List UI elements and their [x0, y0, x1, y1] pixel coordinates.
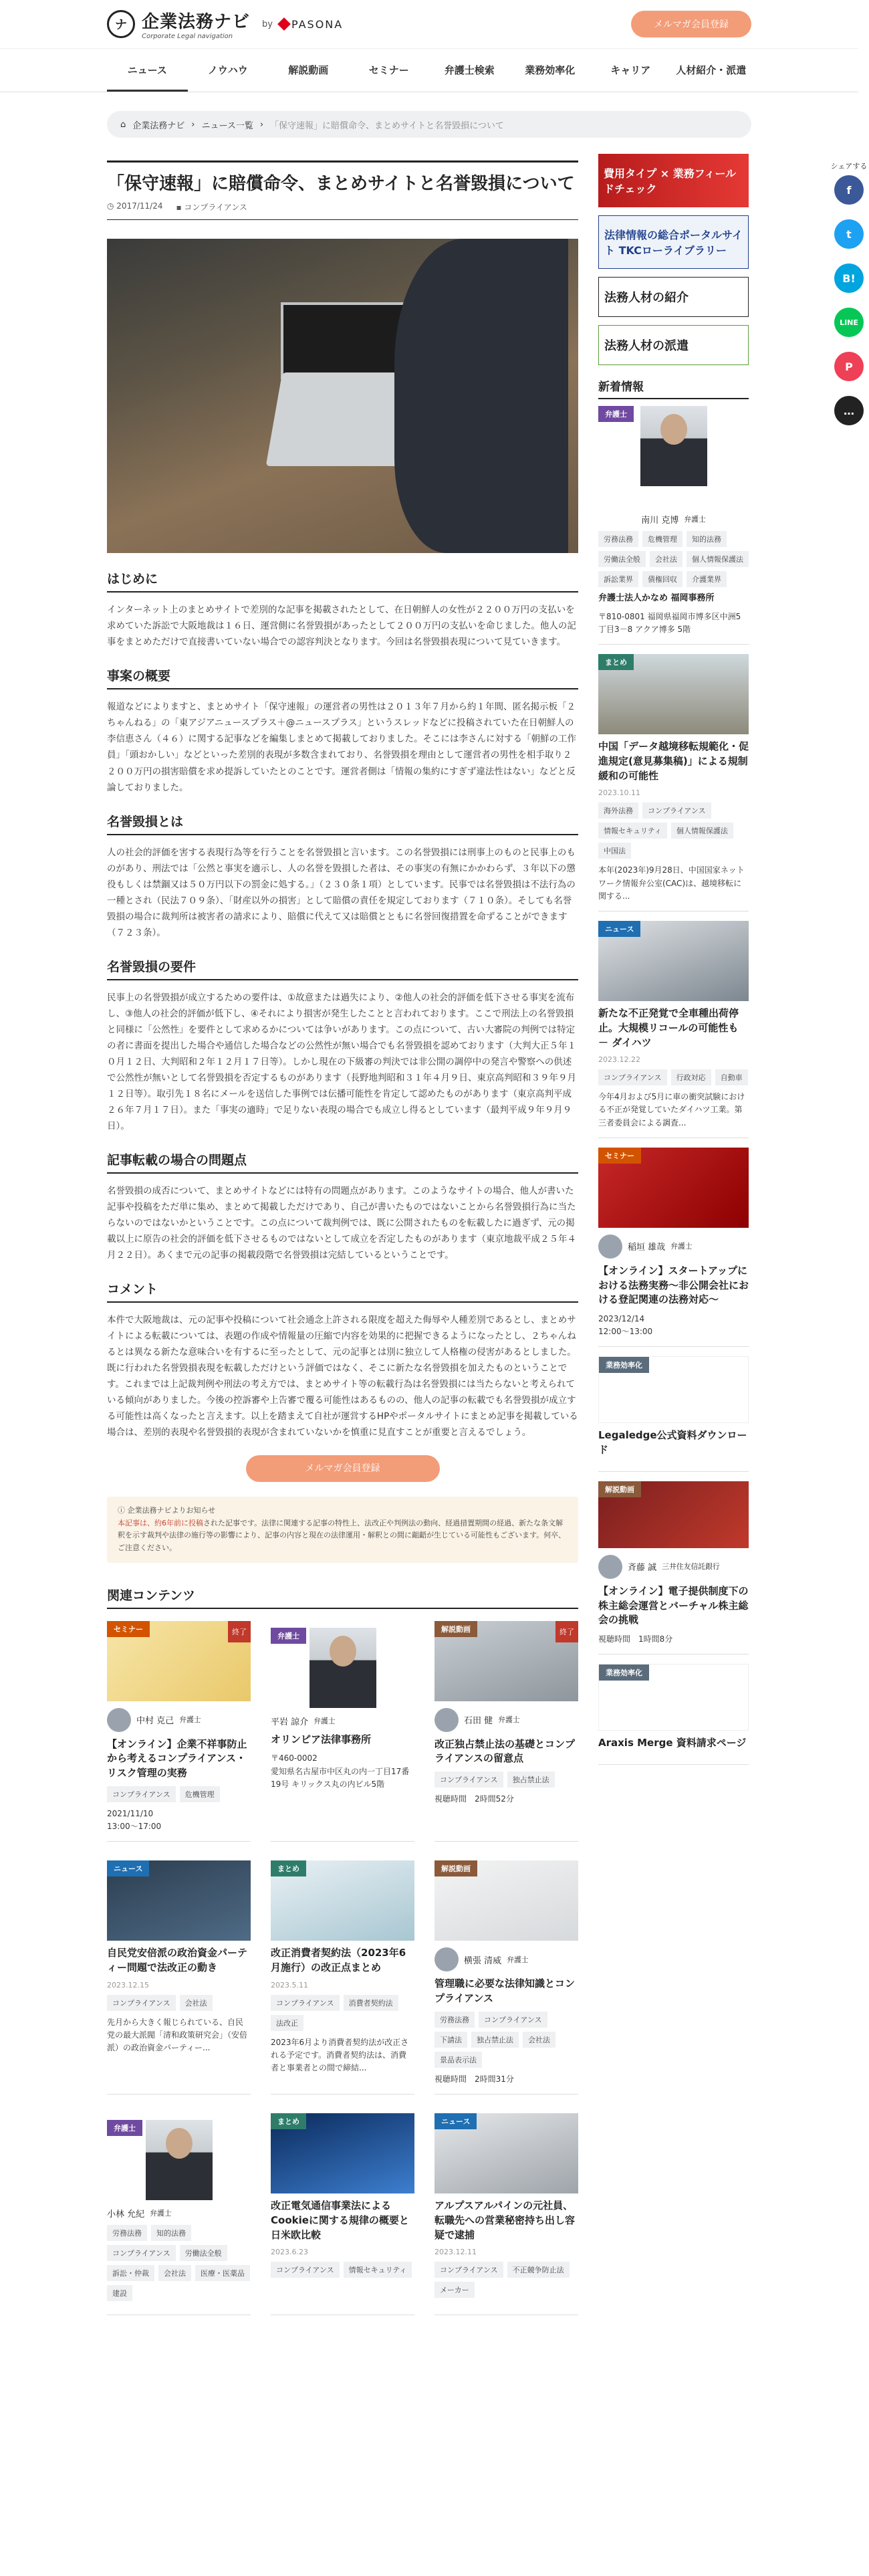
card-thumbnail [271, 1860, 414, 1941]
mail-register-cta[interactable]: メルマガ会員登録 [246, 1455, 440, 1482]
notice-box [107, 1497, 578, 1563]
tag[interactable]: 景品表示法 [434, 2052, 482, 2068]
speaker-name: 南川 克博 [641, 516, 679, 526]
card-speaker [271, 1715, 414, 1727]
related-card[interactable] [434, 1860, 578, 2095]
sidebar-card[interactable] [598, 654, 749, 911]
tag[interactable]: 危機管理 [180, 1786, 220, 1802]
speaker-name: 小林 允紀 [107, 2210, 145, 2220]
related-grid [107, 1621, 578, 2315]
card-badge: 業務効率化 [599, 1665, 649, 1681]
sidebar-card[interactable] [598, 1148, 749, 1348]
section-heading: はじめに [107, 569, 578, 593]
avatar [598, 1555, 622, 1579]
card-badge: 弁護士 [107, 2120, 142, 2136]
card-badge: 解説動画 [434, 1860, 477, 1876]
card-thumbnail [107, 1860, 251, 1941]
card-badge: 解説動画 [598, 1481, 641, 1497]
tag[interactable]: コンプライアンス [598, 1069, 667, 1085]
tag[interactable]: メーカー [434, 2282, 475, 2298]
sidebar-card[interactable] [598, 1356, 749, 1472]
section-body: 本件で大阪地裁は、元の記事や投稿について社会通念上許される限度を超えた侮辱や人種差別であるとし、まとめサイトによる転載については、表題の作成や情報量の圧縮で内容を効果的に把握できるようになったとし、２ちゃんねるとは異なる新たな意味合いを有するに至ったとして、元の記事とは別に独立して人格権の侵害があるとしました。既に行われた名誉毀損表現を転載しただけという評価ではなく、そこに新たな名誉毀損を加えたものということです。これまでは上記裁判例や刑法の考え方では、まとめサイト等の転載行為は名誉毀損には当たらないと考えられている傾向がありました。今後の控訴審や上告審で覆る可能性はあるものの、他人の記事の転載でも名誉毀損が成立する可能性は高くなったと言えます。以上を踏まえて自社が運営するHPやポータルサイトにまとめ記事を掲載している場合は、差別的表現や名誉毀損的表現が含まれていないかを慎重に見直すことが重要と言えるでしょう。 [107, 1314, 578, 1438]
sidebar-card[interactable] [598, 406, 749, 645]
card-thumbnail [434, 1621, 578, 1701]
card-title[interactable]: 中国「データ越境移転規範化・促進規定(意見募集稿)」による規制緩和の可能性 [598, 740, 749, 782]
sidebar-card[interactable] [598, 921, 749, 1138]
nav-news[interactable]: ニュース [107, 49, 188, 92]
card-date: 2023.5.11 [271, 1980, 308, 1990]
notice-body: された記事です。法律に関連する記事の特性上、法改正や判例法の動向、経過措置期間の経過、新たな条文解釈を示す裁判や法律の施行等の影響により、記事の内容と現在の法律運用・解釈との間に齟齬が生じている可能性もございます。何卒、ご注意ください。 [118, 1518, 566, 1553]
card-date: 2023.12.11 [434, 2248, 477, 2257]
card-tags [271, 1995, 414, 2031]
card-duration: 視聴時間 2時間52分 [434, 1794, 514, 1804]
speaker-role: 弁護士 [498, 1715, 520, 1725]
ended-badge: 終了 [228, 1621, 251, 1642]
card-tags [434, 2262, 578, 2298]
card-thumbnail [598, 921, 749, 1001]
avatar [434, 1708, 459, 1732]
sidebar-heading: 新着情報 [598, 377, 749, 399]
card-title[interactable]: 自民党安倍派の政治資金パーティー問題で法改正の動き [107, 1947, 248, 1974]
logo-title: 企業法務ナビ [142, 12, 251, 32]
card-badge: まとめ [271, 2113, 306, 2129]
card-thumbnail [271, 2113, 414, 2193]
tag[interactable]: 労務法務 [107, 2225, 147, 2241]
card-thumbnail [598, 1356, 749, 1423]
card-title[interactable]: 弁護士法人かなめ 福岡事務所 [598, 593, 715, 603]
section-body: 民事上の名誉毀損が成立するための要件は、①故意または過失により、②他人の社会的評価を低下させる事実を流布し、③他人の社会的評価が低下し、④それにより損害が発生したことと言われております。ここで刑法上の名誉毀損と同様に「公然性」を要件として求めるかについては争いがあります。この点について、古い大審院の判例では特定の者に書面を提出した場合や通信した場合などの公然性が無い場合でも名誉毀損を認めております（大判大正５年１０月１２日、大判昭和２年１２月１７日等）。しかし現在の下級審の判決では非公開の調停中の発言や警察への供述で公然性が無いとして名誉毀損を否定するものがあります（長野地判昭和３１年４月９日、東京高判昭和３９年９月１２日等）。取引先１８名にメールを送信した事例では伝播可能性を肯定して認めたものがあります（東京高判平成２６年７月１７日）。また「事実の適時」で足りない表現の場合でも成立し得るとしています（最判平成９年９月９日）。 [107, 992, 576, 1132]
tag[interactable]: 下請法 [434, 2032, 467, 2048]
avatar [598, 1235, 622, 1259]
card-excerpt: 本年(2023年)9月28日、中国国家ネットワーク情報弁公室(CAC)は、越境移転に関する... [598, 865, 745, 901]
card-badge: 弁護士 [271, 1628, 306, 1644]
speaker-name: 稲垣 雄哉 [628, 1243, 666, 1253]
sidebar [598, 154, 749, 1774]
speaker-role: 弁護士 [684, 515, 706, 524]
tag[interactable]: 不正競争防止法 [507, 2262, 570, 2278]
twitter-share-icon[interactable]: t [834, 219, 864, 249]
card-tags [271, 2262, 414, 2278]
card-time: 12:00〜13:00 [598, 1327, 653, 1337]
chevron-right-icon: › [191, 119, 195, 130]
related-card[interactable] [107, 1621, 251, 1842]
related-card[interactable] [434, 1621, 578, 1842]
card-speaker [434, 1708, 578, 1732]
card-title[interactable]: Araxis Merge 資料請求ページ [598, 1737, 747, 1749]
speaker-role: 弁護士 [314, 1716, 336, 1725]
card-tags [107, 1995, 251, 2011]
card-tags [598, 802, 749, 859]
speaker-role: 弁護士 [670, 1242, 693, 1251]
section-body: 名誉毀損の成否について、まとめサイトなどには特有の問題点があります。このようなサイトの場合、他人が書いた記事や投稿をただ単に集め、まとめて掲載しただけであり、自己が書いたものではないことから名誉毀損行為に当たらないのではないかということです。この点について裁判例では、既に公開されたものを転載したに過ぎず、元の掲載以上に原告の社会的評価を低下させるものではないとして成立を否定したものがあります（東京地裁平成２５年４月２２日）。あくまで元の記事の掲載段階で名誉毀損は完結しているということです。 [107, 1185, 576, 1261]
card-title[interactable]: 改正消費者契約法（2023年6月施行）の改正点まとめ [271, 1947, 406, 1974]
card-speaker [598, 1235, 749, 1259]
breadcrumb [107, 111, 751, 138]
nav-efficiency[interactable]: 業務効率化 [525, 64, 576, 76]
card-badge: セミナー [598, 1148, 641, 1164]
pasona-logo [279, 18, 343, 31]
speaker-role: 弁護士 [179, 1715, 201, 1725]
banner-talent-introduction[interactable] [598, 277, 749, 317]
section-body: 報道などによりますと、まとめサイト「保守速報」の運営者の男性は２０１３年７月から約１年間、匿名掲示板「２ちゃんねる」の「東アジアニュースプラス＋@ニュースプラス」というスレッドなどに投稿されていた在日朝鮮人の李信恵さん（４６）に関する記事などを編集しまとめて掲載しておりました。そこには李さんに対する「朝鮮の工作員」「頭おかしい」などといった差別的表現が多数含まれており、名誉毀損を理由として運営者の男性を相手取り２２００万円の損害賠償を求め提訴していたとのことです。運営者側は「情報の集約にすぎず違法性はない」などと反論しておりました。 [107, 702, 576, 793]
related-card[interactable] [107, 1860, 251, 2095]
card-tags [107, 2225, 251, 2301]
section-body: インターネット上のまとめサイトで差別的な記事を掲載されたとして、在日朝鮮人の女性が２２００万円の支払いを求めていた訴訟で大阪地裁は１６日、運営側に名誉毀損があったとして２００万円の支払いを命じました。他人の記事をまとめただけで直接書いていない場合での認容判決となります。今回は名誉毀損表現について見ていきます。 [107, 605, 576, 648]
card-speaker [107, 1708, 251, 1732]
tag[interactable]: コンプライアンス [107, 1995, 176, 2011]
banner-talent-dispatch[interactable] [598, 325, 749, 365]
tag[interactable]: コンプライアンス [434, 1772, 503, 1788]
card-postcode: 〒460-0002 [271, 1753, 318, 1763]
article-title: 「保守速報」に賠償命令、まとめサイトと名誉毀損について [107, 174, 575, 194]
card-speaker [434, 1947, 578, 1971]
ended-badge: 終了 [555, 1621, 578, 1642]
tag-icon: ▪ [176, 203, 184, 213]
card-badge: 弁護士 [598, 406, 634, 422]
section-heading: コメント [107, 1279, 578, 1303]
hatena-share-icon[interactable]: B! [834, 263, 864, 293]
tag[interactable]: 自動車 [715, 1069, 748, 1085]
laptop-screen [281, 302, 408, 379]
tag[interactable]: 個人情報保護法 [687, 551, 749, 567]
card-title[interactable]: 管理職に必要な法律知識とコンプライアンス [434, 1977, 576, 2005]
tag[interactable]: 情報セキュリティ [598, 823, 667, 839]
facebook-share-icon[interactable]: f [834, 175, 864, 205]
card-time: 13:00〜17:00 [107, 1822, 162, 1832]
tag[interactable]: 情報セキュリティ [344, 2262, 412, 2278]
card-title[interactable]: 【オンライン】企業不祥事防止から考えるコンプライアンス・リスク管理の実務 [107, 1737, 247, 1780]
nav-seminar[interactable]: セミナー [368, 64, 409, 76]
banner-label: 法務人材の派遣 [604, 339, 689, 353]
speaker-name: 中村 克己 [136, 1716, 174, 1727]
speaker-name: 平岩 諒介 [271, 1717, 309, 1727]
lawyer-photo [146, 2120, 213, 2200]
person [394, 239, 568, 553]
card-date: 2023/12/14 [598, 1314, 645, 1324]
pasona-label: PASONA [291, 17, 344, 31]
more-share-icon[interactable]: … [834, 396, 864, 425]
breadcrumb-news[interactable]: ニュース一覧 [201, 120, 253, 131]
tag[interactable]: 独占禁止法 [507, 1772, 555, 1788]
avatar [434, 1947, 459, 1971]
tag[interactable]: コンプライアンス [107, 2245, 176, 2261]
tag[interactable]: 知的法務 [151, 2225, 191, 2241]
article-meta [107, 201, 578, 213]
card-thumbnail [598, 1148, 749, 1228]
tag[interactable]: コンプライアンス [434, 2262, 503, 2278]
card-title[interactable]: オリンピア法律事務所 [271, 1733, 372, 1745]
share-title: シェアする [830, 162, 868, 171]
pocket-share-icon[interactable]: P [834, 352, 864, 381]
card-date: 2023.12.22 [598, 1055, 640, 1065]
tag[interactable]: 介護業界 [687, 571, 727, 587]
tag[interactable]: 海外法務 [598, 802, 638, 819]
banner-label: 費用タイプ × 業務フィールドチェック [604, 167, 737, 195]
card-address: 〒810-0801 福岡県福岡市博多区中洲5丁目3－8 アクア博多 5階 [598, 611, 741, 635]
card-excerpt: 先月から大きく報じられている、自民党の最大派閥「清和政策研究会」（安倍派）の政治資金パーティー... [107, 2017, 248, 2053]
card-badge: まとめ [598, 654, 634, 670]
speaker-role: 弁護士 [150, 2209, 172, 2218]
main-content [107, 154, 578, 2315]
tag[interactable]: 会社法 [650, 551, 682, 567]
card-date: 2021/11/10 [107, 1808, 154, 1818]
card-tags [434, 2012, 578, 2068]
tag[interactable]: 個人情報保護法 [671, 823, 733, 839]
lawyer-photo [640, 406, 707, 486]
tag[interactable]: コンプライアンス [479, 2012, 547, 2028]
card-badge: ニュース [107, 1860, 149, 1876]
card-tags [598, 1069, 749, 1085]
speaker-name: 石田 健 [464, 1716, 493, 1727]
banner-label: 法律情報の総合ポータルサイト TKCローライブラリー [604, 229, 743, 257]
nav-lawyer-search[interactable]: 弁護士検索 [444, 64, 495, 76]
card-excerpt: 今年4月および5月に車の衝突試験における不正が発覚していたダイハツ工業。第三者委員会による調査... [598, 1092, 745, 1128]
card-title[interactable]: 改正独占禁止法の基礎とコンプライアンスの留意点 [434, 1737, 576, 1765]
home-icon[interactable]: ⌂ [120, 119, 126, 130]
nav-knowhow[interactable]: ノウハウ [207, 64, 248, 76]
card-thumbnail [598, 654, 749, 734]
card-tags [598, 531, 749, 587]
card-thumbnail [107, 1621, 251, 1701]
line-share-icon[interactable]: LINE [834, 308, 864, 337]
header [0, 0, 858, 48]
card-thumbnail [271, 1628, 414, 1708]
tag[interactable]: コンプライアンス [107, 1786, 176, 1802]
tag[interactable]: 法改正 [271, 2015, 303, 2031]
card-badge: 解説動画 [434, 1621, 477, 1637]
tag[interactable]: 債権回収 [642, 571, 682, 587]
related-card[interactable] [271, 1860, 414, 2095]
nav-staffing[interactable]: 人材紹介・派遣 [676, 64, 747, 76]
related-card[interactable] [107, 2113, 251, 2315]
related-card[interactable] [271, 1621, 414, 1842]
card-thumbnail [434, 2113, 578, 2193]
tag[interactable]: 訴訟・仲裁 [107, 2265, 154, 2281]
banner-fee-check[interactable] [598, 154, 749, 207]
tag[interactable]: 会社法 [158, 2265, 191, 2281]
card-title[interactable]: 新たな不正発覚で全車種出荷停止。大規模リコールの可能性も － ダイハツ [598, 1007, 739, 1049]
notice-warning: 本記事は、約6年前に投稿 [118, 1518, 203, 1527]
logo-by: by [262, 19, 273, 29]
tag[interactable]: 会社法 [180, 1995, 213, 2011]
tag[interactable]: 危機管理 [642, 531, 682, 547]
card-title[interactable]: Legaledge公式資料ダウンロード [598, 1429, 747, 1457]
clock-icon: ◷ [107, 201, 117, 211]
card-date: 2023.12.15 [107, 1980, 149, 1990]
main-nav [0, 48, 858, 92]
card-thumbnail [107, 2120, 251, 2200]
tag[interactable]: 訴訟業界 [598, 571, 638, 587]
tag[interactable]: コンプライアンス [271, 2262, 340, 2278]
breadcrumb-current: 「保守速報」に賠償命令、まとめサイトと名誉毀損について [270, 120, 504, 131]
article-date: 2017/11/24 [116, 201, 163, 211]
card-badge: 業務効率化 [599, 1357, 649, 1373]
mail-register-button[interactable]: メルマガ会員登録 [631, 11, 751, 37]
card-thumbnail [598, 1664, 749, 1731]
section-body: 人の社会的評価を害する表現行為等を行うことを名誉毀損と言います。この名誉毀損には刑事上のものと民事上のものがあり、刑法では「公然と事実を適示し、人の名誉を毀損した者は、その事実の有無にかかわらず、３年以下の懲役もしくは禁錮又は５０万円以下の罰金に処する。」（２３０条１項）としています。民事では名誉毀損は不法行為の一種とされ（民法７０９条）、「財産以外の損害」として賠償の責任を規定しております（７１０条）。そしても名誉毀損の場合に裁判所は被害者の請求により、賠償に代えて又は賠償とともに名誉回復措置を命ずることができます（７２３条）。 [107, 847, 576, 938]
card-title[interactable]: 改正電気通信事業法によるCookieに関する規律の概要と日米欧比較 [271, 2199, 409, 2241]
breadcrumb-home[interactable]: 企業法務ナビ [132, 120, 185, 131]
section-heading: 記事転載の場合の問題点 [107, 1150, 578, 1174]
share-bar [829, 160, 869, 440]
tag[interactable]: 建設 [107, 2285, 132, 2301]
article-header [107, 160, 578, 220]
card-tags [107, 1786, 251, 1802]
card-excerpt: 2023年6月より消費者契約法が改正される予定です。消費者契約法は、消費者と事業者との間で締結... [271, 2037, 409, 2073]
card-badge: ニュース [598, 921, 640, 937]
card-duration: 視聴時間 1時間8分 [598, 1634, 673, 1644]
tag[interactable]: 知的法務 [687, 531, 727, 547]
card-address: 愛知県名古屋市中区丸の内一丁目17番19号 キリックス丸の内ビル5階 [271, 1766, 410, 1789]
card-speaker [598, 513, 749, 526]
banner-label: 法務人材の紹介 [604, 291, 689, 305]
tag[interactable]: 消費者契約法 [344, 1995, 398, 2011]
tag[interactable]: コンプライアンス [642, 802, 711, 819]
chevron-right-icon: › [259, 119, 264, 130]
lawyer-photo [309, 1628, 376, 1708]
card-badge: ニュース [434, 2113, 477, 2129]
article-category[interactable]: コンプライアンス [184, 203, 247, 213]
section-heading: 名誉毀損とは [107, 812, 578, 835]
nav-video[interactable]: 解説動画 [288, 64, 329, 76]
card-thumbnail [434, 1860, 578, 1941]
card-thumbnail [598, 406, 749, 506]
sidebar-card[interactable] [598, 1481, 749, 1654]
sidebar-card[interactable] [598, 1664, 749, 1765]
tag[interactable]: 会社法 [523, 2032, 555, 2048]
tag[interactable]: 行政対応 [671, 1069, 711, 1085]
speaker-name: 横張 清威 [464, 1955, 502, 1966]
card-badge: セミナー [107, 1621, 150, 1637]
tag[interactable]: 独占禁止法 [471, 2032, 519, 2048]
section-heading: 名誉毀損の要件 [107, 957, 578, 980]
nav-career[interactable]: キャリア [610, 64, 651, 76]
card-title[interactable]: 【オンライン】電子提供制度下の株主総会運営とバーチャル株主総会の挑戦 [598, 1584, 749, 1626]
speaker-name: 斉藤 誠 [628, 1563, 657, 1574]
card-title[interactable]: 【オンライン】スタートアップにおける法務実務～非公開会社における登記関連の法務対応～ [598, 1264, 749, 1306]
related-card[interactable] [434, 2113, 578, 2315]
tag[interactable]: コンプライアンス [271, 1995, 340, 2011]
logo-mark-icon: ナ [107, 10, 135, 38]
speaker-role: 三井住友信託銀行 [662, 1562, 720, 1572]
notice-title: 企業法務ナビよりお知らせ [127, 1505, 216, 1515]
banner-tkc[interactable] [598, 215, 749, 269]
info-icon: ⓘ [118, 1505, 128, 1515]
logo-subtitle: Corporate Legal navigation [142, 33, 233, 40]
card-title[interactable]: アルプスアルパインの元社員、転職先への営業秘密持ち出し容疑で逮捕 [434, 2199, 576, 2241]
tag[interactable]: 労働法全般 [180, 2245, 227, 2261]
site-logo[interactable] [107, 8, 343, 40]
card-thumbnail [598, 1481, 749, 1548]
card-badge: まとめ [271, 1860, 306, 1876]
tag[interactable]: 中国法 [598, 843, 631, 859]
card-date: 2023.6.23 [271, 2248, 308, 2257]
pasona-mark-icon [277, 17, 291, 31]
tag[interactable]: 医療・医薬品 [195, 2265, 250, 2281]
related-card[interactable] [271, 2113, 414, 2315]
card-speaker [107, 2207, 251, 2220]
section-heading: 事案の概要 [107, 666, 578, 689]
card-speaker [598, 1555, 749, 1579]
tag[interactable]: 労働法全般 [598, 551, 646, 567]
card-duration: 視聴時間 2時間31分 [434, 2074, 514, 2084]
avatar [107, 1708, 131, 1732]
tag[interactable]: 労務法務 [434, 2012, 475, 2028]
tag[interactable]: 労務法務 [598, 531, 638, 547]
card-tags [434, 1772, 578, 1788]
related-heading: 関連コンテンツ [107, 1586, 578, 1609]
speaker-role: 弁護士 [507, 1955, 529, 1964]
hero-image [107, 239, 578, 553]
card-date: 2023.10.11 [598, 788, 640, 798]
